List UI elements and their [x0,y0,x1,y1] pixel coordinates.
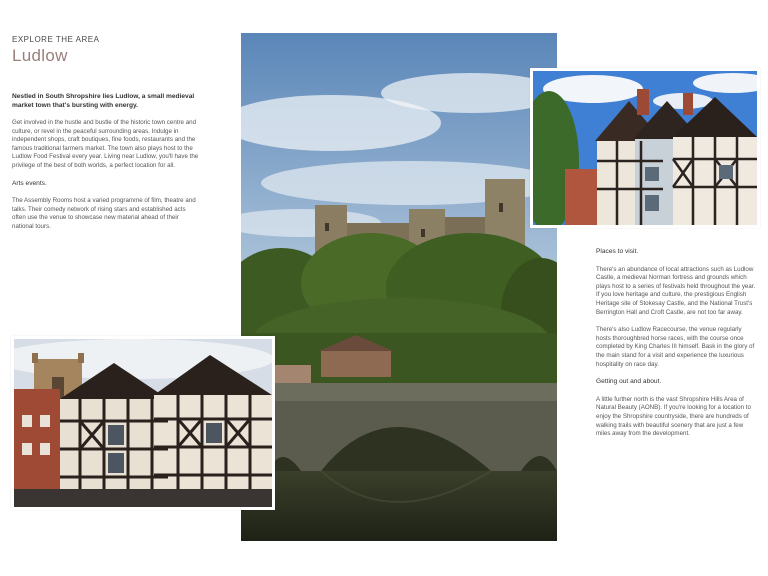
places-paragraph: There's an abundance of local attractions such as Ludlow Castle, a medieval Norman fortress and grounds which plays host to a series of festivals held throughout the year. If you love heritage and culture, the prestigious English Heritage site of Stokesay Castle, and the National Trust's Berrington Hall and Croft Castle, are not too far away. [596,265,756,316]
arts-heading: Arts events. [12,179,47,187]
places-heading: Places to visit. [596,248,639,255]
arts-paragraph: The Assembly Rooms host a varied programme of film, theatre and talks. Their comedy network of rising stars and established acts often use the venue to showcase new material ahead of their national tours. [12,197,196,230]
racecourse-paragraph: There's also Ludlow Racecourse, the venue regularly hosts thoroughbred horse races, with the course once completed by King Charles III himself. Bask in the glory of the main stand for a visit and experience the luxurious hospitality on race day. [596,326,755,368]
tudor-street-photo [11,336,275,510]
left-text-column [12,92,200,241]
section-eyebrow: EXPLORE THE AREA [12,35,100,44]
tudor-houses-photo [530,68,760,228]
page-title: Ludlow [12,46,68,65]
outdoor-heading: Getting out and about. [596,378,662,386]
intro-paragraph: Get involved in the hustle and bustle of the historic town centre and culture, or revel in the peaceful surrounding areas. Indulge in independent shops, craft boutiques, fine foods, restaurants and the famous traditional farmers market. The town also plays host to the Ludlow Food Festival every year. Living near Ludlow, you'll have the privilege of the best of both worlds, a perfect location for all. [12,119,199,169]
outdoor-paragraph: A little further north is the vast Shropshire Hills Area of Natural Beauty (AONB). If you're looking for a location to enjoy the Shropshire countryside, there are hundreds of walking trails with beautiful scenery that are just a few miles away from the development. [596,395,751,438]
right-text-column [596,248,756,448]
intro-lead: Nestled in South Shropshire lies Ludlow, a small medieval market town that's bursting with energy. [12,93,195,109]
castle-bridge-photo [241,33,557,541]
